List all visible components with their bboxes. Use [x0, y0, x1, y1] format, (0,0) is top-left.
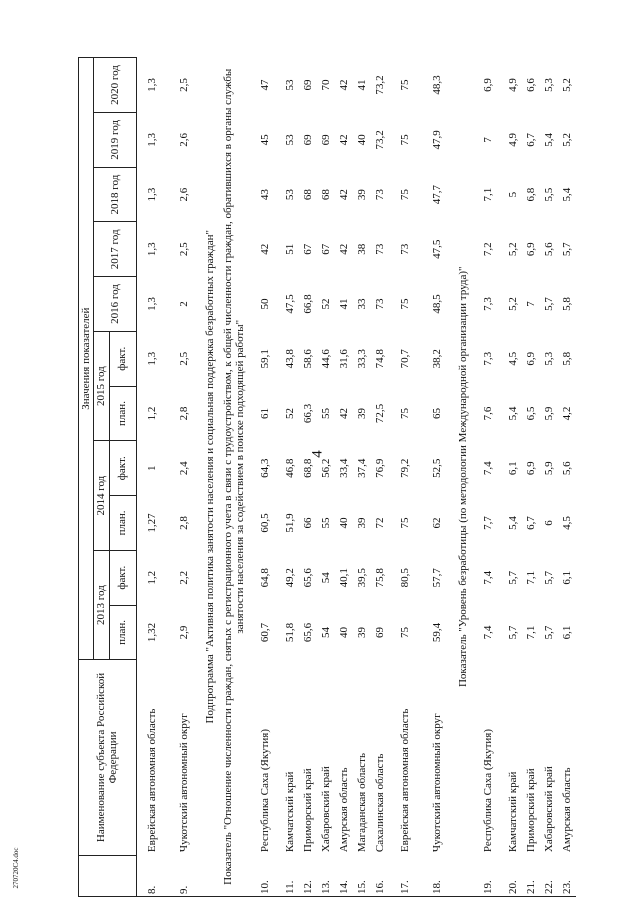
header-values: Значения показателей: [79, 58, 94, 660]
header-plan-2015: план.: [109, 386, 136, 441]
header-plan-2013: план.: [109, 605, 136, 660]
value-cell: 60,7: [259, 622, 272, 643]
value-cell: 40: [338, 517, 351, 529]
row-number: 12.: [302, 880, 315, 894]
value-cell: 42: [259, 243, 272, 255]
value-cell: 37,4: [356, 458, 369, 478]
row-number: 19.: [481, 880, 494, 894]
value-cell: 65,6: [302, 568, 315, 588]
value-cell: 6,7: [524, 516, 537, 530]
subject-name: Еврейская автономная область: [399, 708, 412, 853]
value-cell: 41: [338, 298, 351, 310]
header-plan-2014: план.: [109, 496, 136, 551]
value-cell: 7: [481, 137, 494, 143]
value-cell: 74,8: [374, 349, 387, 369]
value-cell: 5,4: [506, 406, 519, 421]
value-cell: 73: [374, 298, 387, 310]
value-cell: 7,1: [481, 187, 494, 202]
section-header-row: [201, 58, 219, 897]
indicator-title: Показатель "Уровень безработицы (по методологии Международной организации труда)": [456, 266, 469, 688]
value-cell: 46,8: [284, 458, 297, 478]
row-number: 11.: [284, 880, 297, 894]
value-cell: 7,4: [481, 461, 494, 476]
subject-name: Камчатский край: [506, 771, 519, 853]
value-cell: 40,1: [338, 568, 351, 588]
value-cell: 2,2: [178, 570, 191, 585]
value-cell: 6,8: [524, 187, 537, 202]
row-number: 8.: [146, 885, 159, 894]
value-cell: 1,2: [146, 570, 159, 585]
value-cell: 75: [399, 134, 412, 146]
value-cell: 6,9: [481, 78, 494, 92]
value-cell: 39: [356, 189, 369, 201]
value-cell: 6,1: [560, 625, 573, 640]
value-cell: 5,6: [542, 242, 555, 257]
value-cell: 47,5: [431, 239, 444, 259]
value-cell: 51: [284, 243, 297, 255]
value-cell: 1,3: [146, 242, 159, 257]
subject-name: Республика Саха (Якутия): [259, 729, 272, 853]
value-cell: 73: [374, 189, 387, 201]
rotated-table-wrapper: [78, 57, 638, 897]
value-cell: 5,8: [560, 351, 573, 366]
value-cell: 2,5: [178, 78, 191, 92]
value-cell: 53: [284, 79, 297, 91]
value-cell: 7,2: [481, 242, 494, 257]
value-cell: 41: [356, 79, 369, 91]
value-cell: 50: [259, 298, 272, 310]
value-cell: 75: [399, 626, 412, 638]
value-cell: 5,6: [560, 461, 573, 476]
value-cell: 5,7: [506, 625, 519, 640]
value-cell: 54: [320, 572, 333, 584]
page-number: 4: [309, 450, 326, 458]
value-cell: 5,9: [542, 461, 555, 476]
value-cell: 47: [259, 79, 272, 91]
value-cell: 61: [259, 408, 272, 419]
value-cell: 51,9: [284, 513, 297, 533]
value-cell: 66,8: [302, 294, 315, 314]
value-cell: 6,6: [524, 78, 537, 92]
value-cell: 51,8: [284, 622, 297, 643]
subject-name: Чукотский автономный округ: [178, 713, 191, 853]
value-cell: 53: [284, 134, 297, 146]
value-cell: 42: [338, 189, 351, 201]
value-cell: 7,3: [481, 351, 494, 366]
value-cell: 2,8: [178, 516, 191, 530]
table-row: [169, 58, 201, 897]
header-year-2020: 2020 год: [94, 58, 136, 113]
value-cell: 59,1: [259, 349, 272, 369]
value-cell: 4,9: [506, 132, 519, 147]
subject-name: Амурская область: [338, 767, 351, 853]
value-cell: 47,7: [431, 184, 444, 205]
value-cell: 2,4: [178, 461, 191, 476]
value-cell: 75,8: [374, 568, 387, 588]
value-cell: 70: [320, 79, 333, 91]
value-cell: 65: [431, 408, 444, 419]
value-cell: 7,3: [481, 297, 494, 311]
value-cell: 5,7: [542, 297, 555, 311]
value-cell: 48,5: [431, 294, 444, 314]
subject-name: Приморский край: [302, 768, 315, 853]
value-cell: 52: [284, 408, 297, 419]
value-cell: 4,9: [506, 78, 519, 92]
value-cell: 5,5: [542, 187, 555, 202]
value-cell: 65,6: [302, 622, 315, 643]
value-cell: 40: [338, 626, 351, 638]
table-row: [504, 58, 522, 897]
header-year-2013: 2013 год: [94, 550, 109, 659]
subject-name: Камчатский край: [284, 771, 297, 853]
value-cell: 43: [259, 189, 272, 201]
value-cell: 6,5: [524, 406, 537, 421]
value-cell: 1,32: [146, 622, 159, 643]
value-cell: 69: [302, 134, 315, 146]
header-year-2015: 2015 год: [94, 331, 109, 440]
value-cell: 75: [399, 408, 412, 419]
subject-name: Сахалинская область: [374, 753, 387, 853]
value-cell: 5,7: [560, 242, 573, 257]
header-year-2018: 2018 год: [94, 167, 136, 222]
value-cell: 2,6: [178, 187, 191, 202]
subject-name: Хабаровский край: [542, 766, 555, 853]
value-cell: 45: [259, 134, 272, 146]
value-cell: 54: [320, 626, 333, 638]
row-number: 18.: [431, 880, 444, 894]
value-cell: 73: [399, 243, 412, 255]
table-row: [390, 58, 422, 897]
value-cell: 2,6: [178, 132, 191, 147]
value-cell: 67: [320, 243, 333, 255]
header-subject: Наименование субъекта Российской Федерации: [79, 660, 137, 855]
value-cell: 68,8: [302, 458, 315, 478]
row-number: 15.: [356, 880, 369, 894]
value-cell: 38,2: [431, 349, 444, 369]
header-fact-2015: факт.: [109, 331, 136, 386]
value-cell: 55: [320, 517, 333, 529]
value-cell: 68: [302, 189, 315, 201]
value-cell: 48,3: [431, 75, 444, 95]
value-cell: 80,5: [399, 568, 412, 588]
value-cell: 75: [399, 189, 412, 201]
value-cell: 5,3: [542, 78, 555, 92]
value-cell: 73: [374, 243, 387, 255]
value-cell: 5,4: [506, 516, 519, 530]
value-cell: 76,9: [374, 458, 387, 478]
value-cell: 39: [356, 408, 369, 419]
value-cell: 2,5: [178, 242, 191, 257]
value-cell: 69: [374, 626, 387, 638]
table-header: [79, 58, 137, 897]
value-cell: 7,4: [481, 625, 494, 640]
value-cell: 1,3: [146, 187, 159, 202]
value-cell: 64,8: [259, 568, 272, 588]
value-cell: 42: [338, 243, 351, 255]
indicators-table: [78, 57, 576, 897]
value-cell: 5,2: [506, 242, 519, 257]
value-cell: 47,9: [431, 130, 444, 150]
value-cell: 56,2: [320, 458, 333, 478]
value-cell: 7,1: [524, 625, 537, 640]
subject-name: Приморский край: [524, 768, 537, 853]
value-cell: 4,5: [560, 516, 573, 530]
table-row: [282, 58, 300, 897]
value-cell: 1,3: [146, 351, 159, 366]
value-cell: 1,3: [146, 78, 159, 92]
header-year-2016: 2016 год: [94, 277, 136, 332]
table-row: [472, 58, 504, 897]
header-fact-2014: факт.: [109, 441, 136, 496]
value-cell: 60,5: [259, 513, 272, 533]
value-cell: 6,9: [524, 351, 537, 366]
table-row: [422, 58, 454, 897]
value-cell: 5,7: [542, 570, 555, 585]
row-number: 13.: [320, 880, 333, 894]
subject-name: Республика Саха (Якутия): [481, 729, 494, 853]
value-cell: 38: [356, 243, 369, 255]
subprogram-title: Подпрограмма "Активная политика занятости населения и социальная поддержка безработных граждан": [203, 230, 216, 724]
value-cell: 75: [399, 79, 412, 91]
table-row: [318, 58, 336, 897]
value-cell: 44,6: [320, 349, 333, 369]
value-cell: 66: [302, 517, 315, 529]
value-cell: 68: [320, 189, 333, 201]
value-cell: 7,7: [481, 516, 494, 530]
value-cell: 40: [356, 134, 369, 146]
row-number: 17.: [399, 880, 412, 894]
row-number: 23.: [560, 880, 573, 894]
value-cell: 52,5: [431, 458, 444, 478]
value-cell: 7,6: [481, 406, 494, 421]
row-number: 9.: [178, 885, 191, 894]
value-cell: 6,1: [560, 570, 573, 585]
value-cell: 47,5: [284, 294, 297, 314]
value-cell: 39: [356, 517, 369, 529]
value-cell: 33,4: [338, 458, 351, 478]
value-cell: 55: [320, 408, 333, 419]
value-cell: 6,9: [524, 242, 537, 257]
value-cell: 1,27: [146, 513, 159, 533]
footer-code: 270720С4.doc: [12, 847, 20, 889]
value-cell: 70,7: [399, 349, 412, 369]
value-cell: 73,2: [374, 75, 387, 95]
table-row: [354, 58, 372, 897]
value-cell: 1: [146, 465, 159, 471]
table-row: [372, 58, 390, 897]
value-cell: 6,9: [524, 461, 537, 476]
table-row: [558, 58, 576, 897]
value-cell: 69: [320, 134, 333, 146]
value-cell: 2,8: [178, 406, 191, 421]
value-cell: 2: [178, 301, 191, 307]
row-number: 16.: [374, 880, 387, 894]
value-cell: 1,3: [146, 132, 159, 147]
table-row: [300, 58, 318, 897]
value-cell: 2,9: [178, 625, 191, 640]
subject-name: Амурская область: [560, 767, 573, 853]
value-cell: 4,2: [560, 406, 573, 421]
value-cell: 67: [302, 243, 315, 255]
value-cell: 72,5: [374, 403, 387, 424]
row-number: 20.: [506, 880, 519, 894]
value-cell: 5,7: [542, 625, 555, 640]
value-cell: 75: [399, 298, 412, 310]
value-cell: 43,8: [284, 349, 297, 369]
subject-name: Хабаровский край: [320, 766, 333, 853]
value-cell: 42: [338, 79, 351, 91]
table-body: [136, 58, 576, 897]
value-cell: 4,5: [506, 351, 519, 366]
table-row: [336, 58, 354, 897]
value-cell: 5,2: [506, 297, 519, 311]
value-cell: 57,7: [431, 568, 444, 588]
value-cell: 33,3: [356, 349, 369, 369]
value-cell: 5,2: [560, 78, 573, 92]
indicator-title: Показатель "Отношение численности граждан, снятых с регистрационного учета в связи с трудоустройством, к общей численности граждан, обратившихся в органы службы занятости населения за содействием в поиске подходящей работы": [221, 68, 247, 885]
header-fact-2013: факт.: [109, 550, 136, 605]
value-cell: 7: [524, 301, 537, 307]
value-cell: 53: [284, 189, 297, 201]
row-number: 10.: [259, 880, 272, 894]
header-num: [79, 855, 137, 896]
value-cell: 33: [356, 298, 369, 310]
value-cell: 6,1: [506, 461, 519, 476]
value-cell: 5,4: [542, 132, 555, 147]
value-cell: 1,3: [146, 297, 159, 311]
header-year-2017: 2017 год: [94, 222, 136, 277]
section-header-row: [454, 58, 472, 897]
value-cell: 5,3: [542, 351, 555, 366]
subject-name: Магаданская область: [356, 753, 369, 853]
row-number: 22.: [542, 880, 555, 894]
value-cell: 59,4: [431, 622, 444, 643]
value-cell: 72: [374, 517, 387, 529]
value-cell: 31,6: [338, 349, 351, 369]
value-cell: 42: [338, 134, 351, 146]
value-cell: 66,3: [302, 403, 315, 424]
value-cell: 2,5: [178, 351, 191, 366]
value-cell: 5,4: [560, 187, 573, 202]
value-cell: 42: [338, 408, 351, 419]
value-cell: 69: [302, 79, 315, 91]
value-cell: 7,4: [481, 570, 494, 585]
table-row: [522, 58, 540, 897]
value-cell: 39: [356, 626, 369, 638]
row-number: 21.: [524, 880, 537, 894]
value-cell: 6,7: [524, 132, 537, 147]
header-year-2014: 2014 год: [94, 441, 109, 550]
table-row: [250, 58, 282, 897]
row-number: 14.: [338, 880, 351, 894]
table-row: [136, 58, 169, 897]
value-cell: 39,5: [356, 568, 369, 588]
section-header-row: [219, 58, 250, 897]
value-cell: 64,3: [259, 458, 272, 478]
value-cell: 58,6: [302, 349, 315, 369]
value-cell: 6: [542, 520, 555, 526]
value-cell: 7,1: [524, 570, 537, 585]
value-cell: 5,2: [560, 132, 573, 147]
value-cell: 1,2: [146, 406, 159, 421]
value-cell: 5,7: [506, 570, 519, 585]
value-cell: 73,2: [374, 130, 387, 150]
subject-name: Чукотский автономный округ: [431, 713, 444, 853]
value-cell: 5: [506, 191, 519, 198]
value-cell: 5,9: [542, 406, 555, 421]
value-cell: 5,8: [560, 297, 573, 311]
value-cell: 79,2: [399, 458, 412, 478]
value-cell: 62: [431, 517, 444, 529]
header-year-2019: 2019 год: [94, 112, 136, 167]
table-row: [540, 58, 558, 897]
subject-name: Еврейская автономная область: [146, 708, 159, 853]
value-cell: 75: [399, 517, 412, 529]
value-cell: 52: [320, 298, 333, 310]
value-cell: 49,2: [284, 568, 297, 588]
